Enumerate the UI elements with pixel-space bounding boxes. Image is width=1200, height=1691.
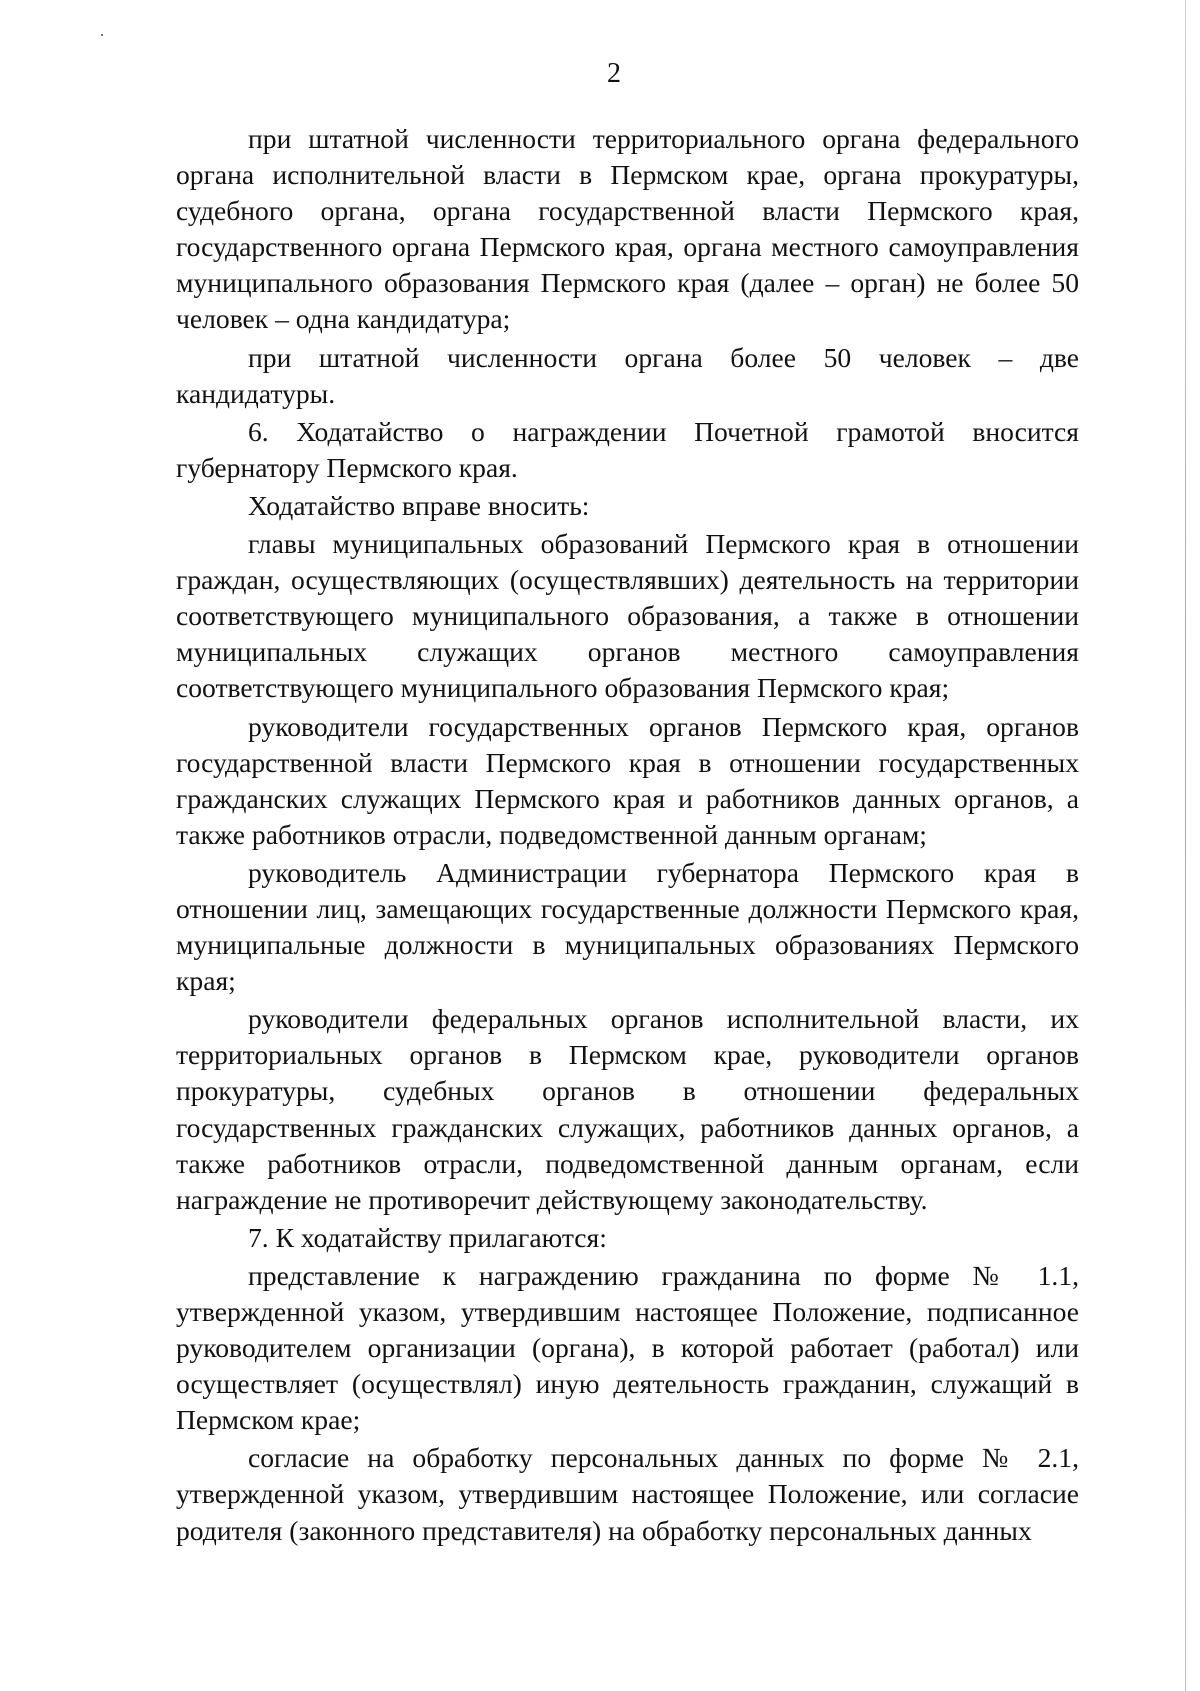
paragraph-6: руководители государственных органов Пермского края, органов государственной власти Пермского края в отношении государственных гражданских служащих Пермского края и работников данных органов, а также работников отрасли, подведомственной данным органам; [176, 710, 1079, 850]
paragraph-8: руководители федеральных органов исполнительной власти, их территориальных органов в Пермском крае, руководители органов прокуратуры, судебных органов в отношении федеральных государственных гражданских служащих, работников данных органов, а также работников отрасли, подведомственной данным органам, если награждение не противоречит действующему законодательству. [176, 1003, 1079, 1215]
paragraph-11: согласие на обработку персональных данных по форме № 2.1, утвержденной указом, утвердившим настоящее Положение, или согласие родителя (законного представителя) на обработку персональных данных [176, 1442, 1079, 1546]
paragraph-9: 7. К ходатайству прилагаются: [248, 1221, 607, 1253]
scan-speck [101, 34, 103, 36]
paragraph-10: представление к награждению гражданина по форме № 1.1, утвержденной указом, утвердившим настоящее Положение, подписанное руководителем организации (органа), в которой работает (работал) или осуществляет (осуществлял) иную деятельность гражданин, служащий в Пермском крае; [176, 1259, 1079, 1436]
page-number: 2 [607, 58, 621, 89]
paragraph-3: 6. Ходатайство о награждении Почетной грамотой вносится губернатору Пермского края. [176, 415, 1079, 483]
document-body [176, 121, 1079, 1549]
paragraph-1: при штатной численности территориального органа федерального органа исполнительной власти в Пермском крае, органа прокуратуры, судебного органа, органа государственной власти Пермского края, государственного органа Пермского края, органа местного самоуправления муниципального образования Пермского края (далее – орган) не более 50 человек – одна кандидатура; [176, 123, 1079, 335]
paragraph-5: главы муниципальных образований Пермского края в отношении граждан, осуществляющих (осуществлявших) деятельность на территории соответствующего муниципального образования, а также в отношении муниципальных служащих органов местного самоуправления соответствующего муниципального образования Пермского края; [176, 528, 1079, 704]
paragraph-7: руководитель Администрации губернатора Пермского края в отношении лиц, замещающих государственные должности Пермского края, муниципальные должности в муниципальных образованиях Пермского края; [176, 856, 1079, 997]
scan-edge-line [1185, 0, 1186, 1691]
paragraph-2: при штатной численности органа более 50 человек – две кандидатуры. [176, 341, 1079, 409]
paragraph-4: Ходатайство вправе вносить: [248, 489, 590, 521]
